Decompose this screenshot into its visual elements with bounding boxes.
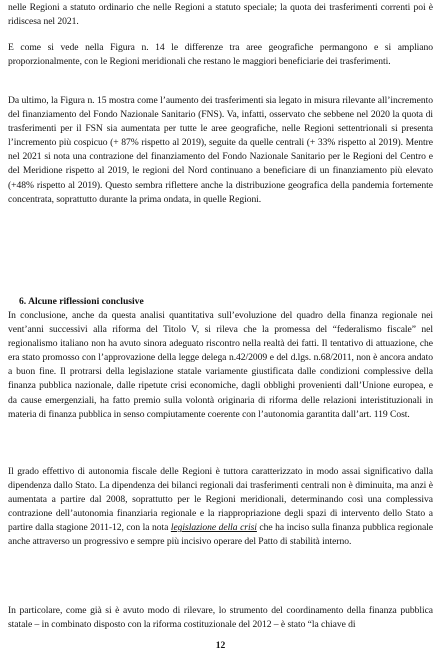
paragraph-coordination-text: In particolare, come già si è avuto modo di rilevare, lo strumento del coordinamento della finanza pubblica statale – in combinato disposto con la riforma costituzionale del 2012 – è stato “la chiave di [8,605,433,631]
paragraph-autonomy-text [8,465,433,550]
paragraph-autonomy-emphasis: legislazione della crisi [170,522,257,534]
section-title: Alcune riflessioni conclusive [28,296,144,307]
paragraph-intro-text: nelle Regioni a statuto ordinario che nelle Regioni a statuto speciale; la quota dei trasferimenti correnti poi è ridiscesa nel 2021. [8,2,433,28]
paragraph-autonomy-after: che ha inciso sulla finanza pubblica regionale anche attraverso un progressivo e sempre più incisivo operare del Patto di stabilità interno. [8,522,433,548]
paragraph-conclusion [8,309,433,422]
section-heading [19,296,144,307]
page-number: 12 [215,640,226,651]
paragraph-coordination [8,604,433,632]
paragraph-figure-14-text: E come si vede nella Figura n. 14 le differenze tra aree geografiche permangono e si ampliano proporzionalmente, con le Regioni meridionali che restano le maggiori beneficiarie dei trasferimenti. [8,42,433,68]
paragraph-figure-15 [8,94,433,207]
paragraph-conclusion-text: In conclusione, anche da questa analisi quantitativa sull’evoluzione del quadro della finanza regionale nei vent’anni successivi alla riforma del Titolo V, si rileva che la promessa del “federalismo fiscale” nel regionalismo italiano non ha avuto sinora adeguato riscontro nella realtà dei fatti. Il tentativo di attuazione, che era stato promosso con l’approvazione della legge delega n.42/2009 e del d.lgs. n.68/2011, non è ancora andato a buon fine. Il protrarsi della legislazione statale variamente giustificata dalle condizioni complessive della finanza pubblica nazionale, dalle ripetute crisi economiche, dagli obblighi provenienti dall’Unione europea, e da cause emergenziali, ha fatto premio sulla volontà originaria di riforma delle relazioni interistituzionali in materia di finanza pubblica in senso compiutamente coerente con l’autonomia garantita dall’art. 119 Cost. [8,310,433,420]
section-number: 6. [19,296,27,307]
paragraph-intro [8,1,433,29]
paragraph-autonomy [8,465,433,550]
paragraph-figure-14 [8,41,433,69]
paragraph-autonomy-before: Il grado effettivo di autonomia fiscale delle Regioni è tuttora caratterizzato in modo assai significativo dalla dipendenza dallo Stato. La dipendenza dei bilanci regionali dai trasferimenti centrali non è diminuita, ma anzi è aumentata a partire dal 2008, soprattutto per le Regioni meridionali, determinando così una complessiva contrazione dell’autonomia finanziaria regionale e la riappropriazione degli spazi di intervento dello Stato a partire dalla stagione 2011-12, con la nota [8,466,433,534]
paragraph-figure-15-text: Da ultimo, la Figura n. 15 mostra come l’aumento dei trasferimenti sia legato in misura rilevante all’incremento del finanziamento del Fondo Nazionale Sanitario (FNS). Va, infatti, osservato che sebbene nel 2020 la quota di trasferimenti per il FSN sia aumentata per tutte le aree geografiche, nelle Regioni settentrionali si presenta l’incremento più cospicuo (+ 87% rispetto al 2019), seguite da quelle centrali (+ 33% rispetto al 2019). Mentre nel 2021 si nota una contrazione del finanziamento del Fondo Nazionale Sanitario per le Regioni del Centro e del Meridione rispetto al 2019, le regioni del Nord continuano a beneficiare di un finanziamento più elevato (+48% rispetto al 2019). Questo sembra riflettere anche la distribuzione geografica della pandemia fortemente concentrata, soprattutto durante la prima ondata, in quelle Regioni. [8,95,433,205]
